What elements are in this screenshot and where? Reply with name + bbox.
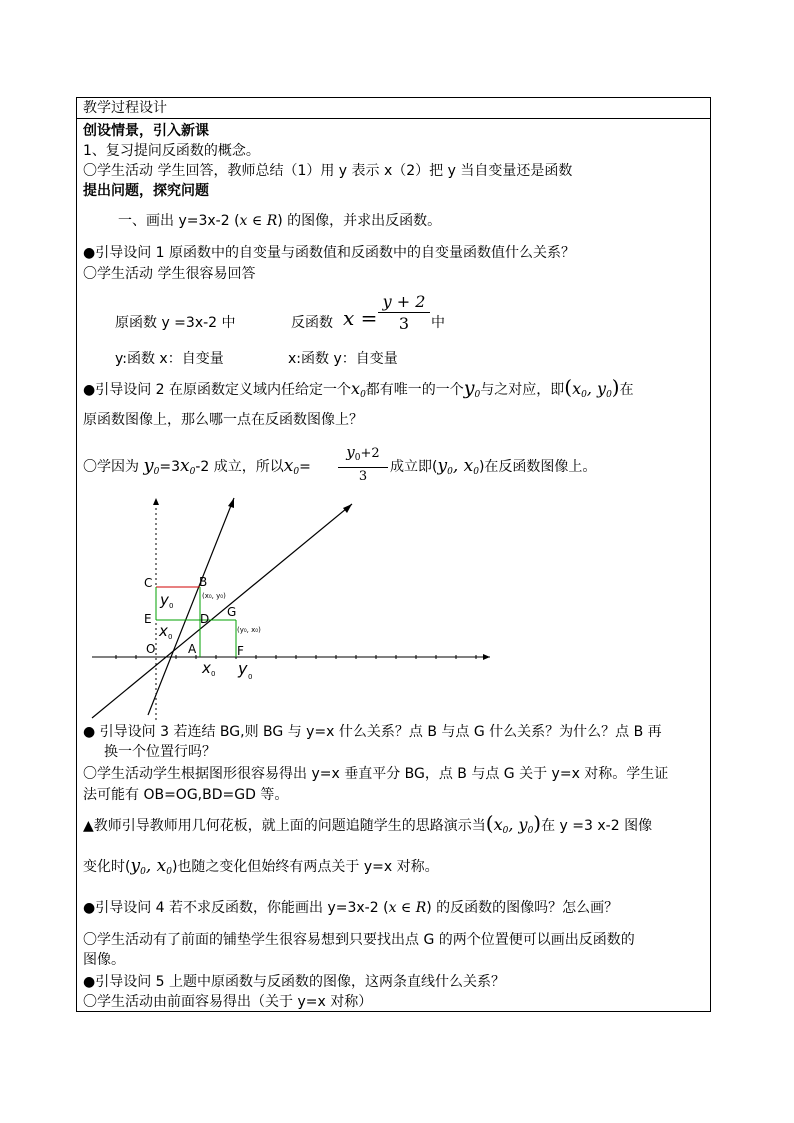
task-1: 一、画出 y=3x-2 (x ∈ R) 的图像，并求出反函数。	[118, 213, 442, 229]
label-d: D	[200, 612, 210, 626]
review-item: 1、复习提问反函数的概念。	[83, 143, 260, 159]
function-graph	[86, 490, 496, 722]
student-answer-4-cont: 图像。	[83, 952, 125, 968]
answer-2-tail: 成立即($y_0$, $x_0$)在反函数图像上。	[390, 456, 597, 477]
guide-question-4: ●引导设问 4 若不求反函数，你能画出 y=3x-2 (x ∈ R) 的反函数的图像吗？怎么画？	[83, 900, 619, 916]
label-y0-xaxis: y	[238, 659, 248, 678]
inverse-function-line	[92, 504, 352, 718]
section-title-intro: 创设情景，引入新课	[83, 123, 209, 139]
label-g: G	[227, 605, 237, 619]
student-activity-1: 〇学生活动 学生回答，教师总结（1）用 y 表示 x（2）把 y 当自变量还是函数	[83, 163, 573, 179]
student-answer-1: 〇学生活动 学生很容易回答	[83, 266, 256, 282]
label-b: B	[199, 575, 208, 589]
label-x0-xaxis: x	[202, 659, 211, 677]
guide-question-3-cont: 换一个位置行吗？	[104, 744, 216, 760]
inverse-function-label: 反函数	[291, 315, 333, 331]
label-a: A	[188, 642, 197, 656]
label-point-b: (x₀, y₀)	[202, 592, 226, 600]
label-point-g: (y₀, x₀)	[237, 626, 261, 634]
table-header-title: 教学过程设计	[83, 100, 167, 116]
original-line-arrow	[228, 498, 234, 508]
student-answer-3: 〇学生活动学生根据图形很容易得出 y=x 垂直平分 BG，点 B 与点 G 关于 y=x 对称。学生证	[83, 766, 669, 782]
header-rule	[76, 118, 711, 119]
label-y0-sub: 0	[169, 602, 174, 610]
label-x0-axis: x	[159, 622, 168, 640]
inverse-lhs: x =	[343, 306, 378, 330]
label-c: C	[144, 576, 153, 590]
student-answer-2: 〇学因为 $y_0=3x_0-2$ 成立，所以$x_0=$	[83, 455, 311, 477]
inverse-tail: 中	[431, 315, 445, 331]
student-answer-3-cont: 法可能有 OB=OG,BD=GD 等。	[83, 787, 289, 803]
label-f: F	[237, 644, 244, 658]
guide-question-3: ● 引导设问 3 若连结 BG,则 BG 与 y=x 什么关系？点 B 与点 G 什么关系？为什么？点 B 再	[83, 724, 662, 740]
label-y0-axis: y	[160, 591, 169, 609]
inverse-line-arrow	[343, 504, 352, 513]
section-title-explore: 提出问题，探究问题	[83, 183, 209, 199]
y-axis-arrow	[153, 498, 159, 505]
x-axis-arrow	[483, 654, 490, 660]
student-answer-5: 〇学生活动由前面容易得出（关于 y=x 对称）	[83, 994, 373, 1010]
label-o: O	[146, 642, 156, 656]
inverse-fraction: $\frac{y + 2}{3}$	[378, 292, 430, 335]
label-x0-xaxis-sub: 0	[211, 670, 216, 678]
label-y0-xaxis-sub: 0	[248, 673, 253, 681]
guide-question-2-cont: 原函数图像上，那么哪一点在反函数图像上？	[83, 412, 363, 428]
guide-question-5: ●引导设问 5 上题中原函数与反函数的图像，这两条直线什么关系？	[83, 974, 506, 990]
inverse-roles: x:函数 y：自变量	[288, 351, 398, 367]
student-answer-4: 〇学生活动有了前面的铺垫学生很容易想到只要找出点 G 的两个位置便可以画出反函数的	[83, 932, 635, 948]
teacher-guide: ▲教师引导教师用几何花板，就上面的问题追随学生的思路演示当($x_0$, $y_0$)在 y =3 x-2 图像	[83, 811, 653, 836]
answer-2-fraction: $\frac{y_0+2}{3}$	[338, 443, 388, 486]
label-x0-sub: 0	[168, 633, 173, 641]
original-function-label: 原函数 y =3x-2 中	[115, 315, 236, 331]
original-roles: y:函数 x：自变量	[115, 351, 224, 367]
teacher-guide-cont: 变化时($y_0$, $x_0$)也随之变化但始终有两点关于 y=x 对称。	[83, 856, 439, 877]
guide-question-2: ●引导设问 2 在原函数定义域内任给定一个$x_0$都有唯一的一个$y_0$与之对应，即($x_0$, $y_0$)在	[83, 375, 634, 400]
guide-question-1: ●引导设问 1 原函数中的自变量与函数值和反函数中的自变量函数值什么关系？	[83, 245, 576, 261]
label-e: E	[144, 612, 152, 626]
